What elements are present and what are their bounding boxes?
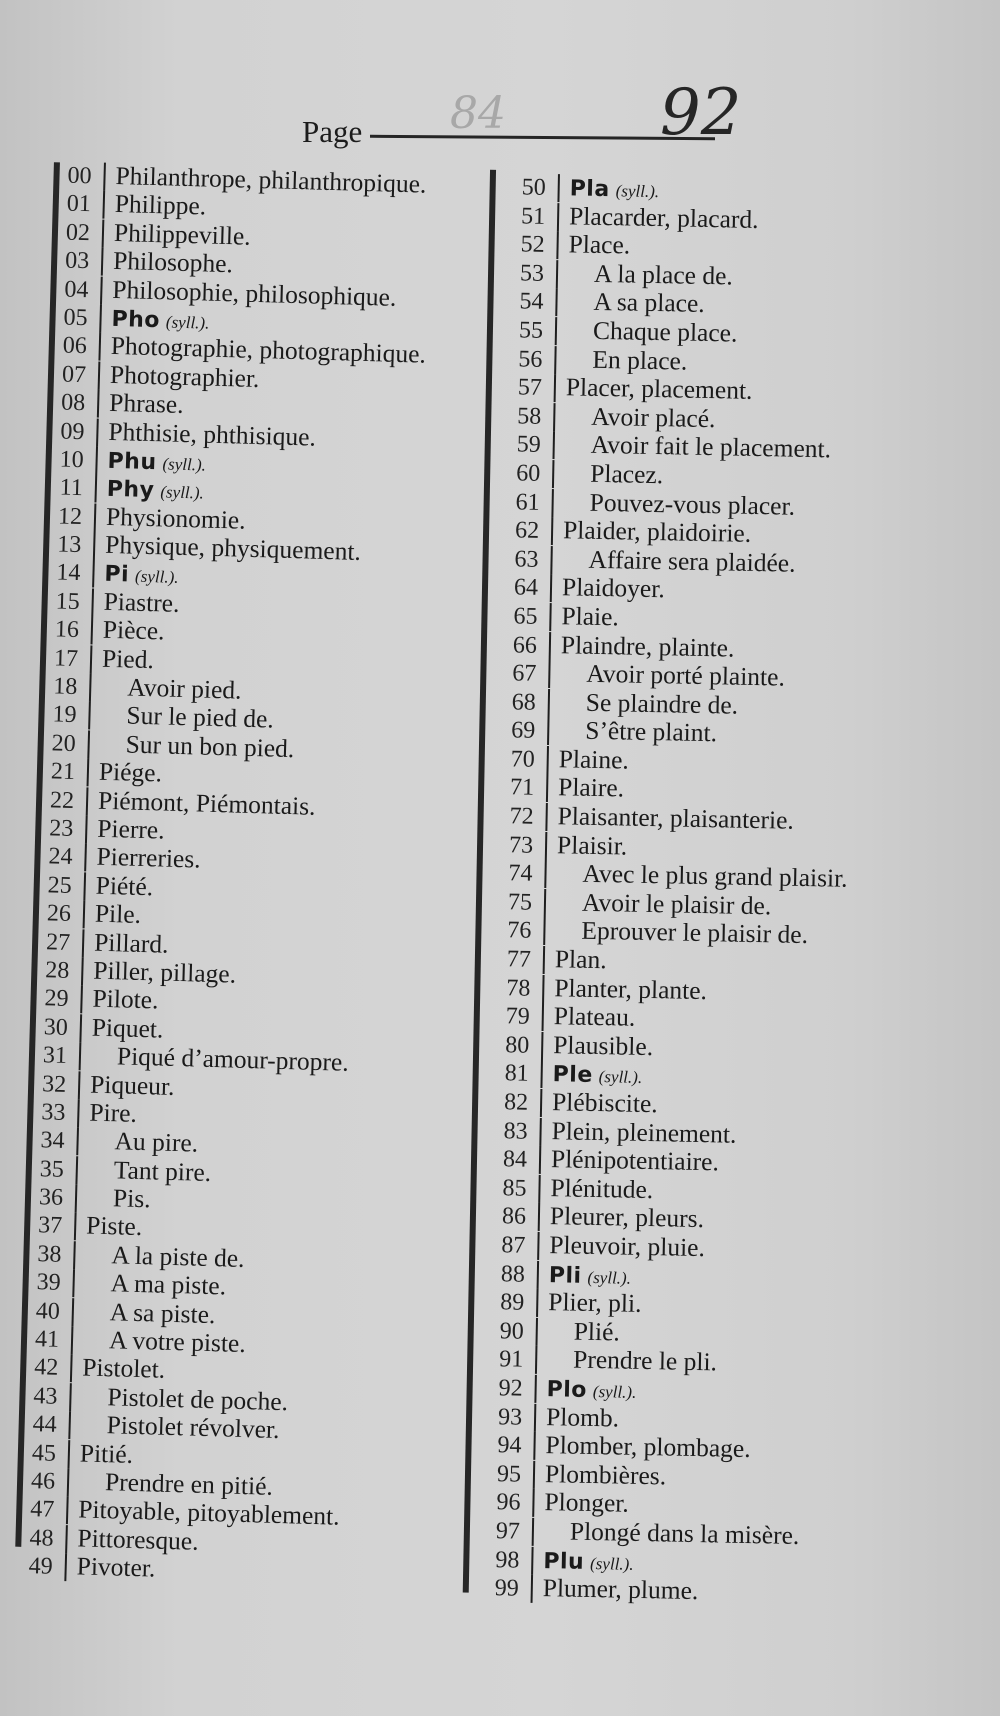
entry-number: 64 <box>492 573 553 602</box>
entry-number: 76 <box>485 916 546 945</box>
entry-number: 09 <box>38 416 99 446</box>
entry-text: Pièce. <box>102 615 165 646</box>
entry-text: Philosophie, philosophique. <box>112 274 397 312</box>
syllable-heading: Phy <box>106 477 155 504</box>
entry-text: Plaidoyer. <box>561 572 666 604</box>
entry-number: 12 <box>36 502 97 532</box>
entry-number: 35 <box>17 1154 78 1184</box>
entry-number: 16 <box>33 615 94 645</box>
entry-number: 69 <box>489 716 550 745</box>
entry-text: Pile. <box>94 898 142 930</box>
entry-number: 40 <box>13 1296 74 1326</box>
entry-text: Place. <box>568 229 631 260</box>
entry-text: En place. <box>592 344 688 376</box>
entry-text: Pittoresque. <box>77 1523 200 1556</box>
entry-number: 31 <box>21 1041 82 1071</box>
entry-number: 21 <box>29 757 90 787</box>
syllable-note: (syll.). <box>592 1381 637 1402</box>
entry-number: 17 <box>32 643 93 673</box>
entry-number: 34 <box>18 1126 79 1156</box>
entry-text: S’être plaint. <box>585 716 718 748</box>
entry-number: 99 <box>473 1574 534 1603</box>
entry-text: Plausible. <box>552 1029 654 1061</box>
entry-text: Plier, pli. <box>548 1287 642 1319</box>
entry-text: Plein, pleinement. <box>551 1115 737 1149</box>
entry-text: A ma piste. <box>110 1268 227 1301</box>
syllable-heading: Plu <box>543 1548 585 1575</box>
entry-number: 81 <box>482 1059 543 1088</box>
syllable-note: (syll.). <box>162 454 207 475</box>
entry-text: Sur le pied de. <box>126 700 275 734</box>
entry-number: 94 <box>475 1431 536 1460</box>
entry-number: 42 <box>12 1353 73 1383</box>
syllable-note: (syll.). <box>165 312 210 333</box>
syllable-note: (syll.). <box>134 567 179 588</box>
entry-number: 92 <box>476 1374 537 1403</box>
entry-number: 04 <box>42 275 103 305</box>
entry-number: 70 <box>488 745 549 774</box>
entry-number: 95 <box>475 1459 536 1488</box>
entry-number: 06 <box>40 331 101 361</box>
entry-text: Pire. <box>89 1097 138 1128</box>
entry-number: 66 <box>491 630 552 659</box>
entry-number: 71 <box>488 773 549 802</box>
entry-number: 41 <box>13 1325 74 1355</box>
entry-number: 62 <box>493 516 554 545</box>
entry-text: Philippe. <box>114 189 207 221</box>
entry-number: 11 <box>36 473 97 503</box>
entry-number: 38 <box>15 1239 76 1269</box>
entry-text: Prendre le pli. <box>572 1344 718 1377</box>
entry-number: 91 <box>477 1345 538 1374</box>
entry-number: 84 <box>481 1145 542 1174</box>
entry-number: 28 <box>23 956 84 986</box>
entry-text: Plaindre, plainte. <box>560 629 735 663</box>
entry-text: A votre piste. <box>108 1325 247 1359</box>
entry-number: 67 <box>490 659 551 688</box>
entry-text: Pierre. <box>96 813 166 845</box>
entry-number: 90 <box>477 1317 538 1346</box>
entry-number: 60 <box>494 459 555 488</box>
entry-text: Avoir fait le placement. <box>590 430 832 464</box>
entry-number: 51 <box>499 202 560 231</box>
syllable-note: (syll.). <box>587 1267 632 1288</box>
handwritten-page-number: 92 <box>660 76 742 150</box>
entry-text: Piége. <box>98 756 163 788</box>
entry-number: 63 <box>492 545 553 574</box>
entry-text: Pillard. <box>93 927 169 959</box>
entry-number: 74 <box>486 859 547 888</box>
entry-number: 77 <box>485 945 546 974</box>
entry-number: 78 <box>484 973 545 1002</box>
entry-text: Pivoter. <box>76 1551 156 1583</box>
entry-text: Physique, physiquement. <box>104 529 362 567</box>
entry-text: A sa piste. <box>109 1296 216 1329</box>
entry-text: Pleuvoir, pluie. <box>549 1230 706 1263</box>
entry-text: Se plaindre de. <box>585 687 739 720</box>
entry-number: 86 <box>480 1202 541 1231</box>
entry-text: Pis. <box>112 1183 152 1214</box>
entry-number: 18 <box>31 672 92 702</box>
entry-number: 79 <box>484 1002 545 1031</box>
entry-text: Plaisir. <box>556 829 628 861</box>
entry-text: Piqué d’amour-propre. <box>116 1041 350 1077</box>
entry-number: 93 <box>476 1402 537 1431</box>
entry-text: Plénitude. <box>550 1172 654 1204</box>
entry-number: 56 <box>496 345 557 374</box>
entry-number: 07 <box>40 360 101 390</box>
syllable-heading: Pli <box>548 1262 582 1289</box>
entry-number: 19 <box>30 700 91 730</box>
entry-text: Philanthrope, philanthropique. <box>115 160 427 199</box>
entry-text: Photographier. <box>109 359 260 393</box>
entry-text: Planter, plante. <box>554 972 708 1005</box>
entry-text: Piqueur. <box>89 1069 175 1101</box>
entry-number: 58 <box>495 402 556 431</box>
entry-text: Pistolet révolver. <box>106 1410 280 1445</box>
entry-text: Plaisanter, plaisanterie. <box>557 801 795 835</box>
entry-text: Plombières. <box>544 1458 667 1491</box>
syllable-heading: Ple <box>552 1062 593 1089</box>
entry-number: 80 <box>483 1031 544 1060</box>
entry-text: A la place de. <box>593 258 734 291</box>
entry-number: 36 <box>17 1183 78 1213</box>
entry-text: Plongé dans la misère. <box>569 1516 800 1550</box>
entry-number: 15 <box>33 587 94 617</box>
entry-text: Philippeville. <box>113 217 252 251</box>
entry-text: Plumer, plume. <box>542 1573 699 1606</box>
entry-number: 24 <box>26 842 87 872</box>
entry-text: A sa place. <box>593 287 705 319</box>
entry-text: Plaire. <box>557 772 625 803</box>
syllable-heading: Phu <box>107 448 157 476</box>
entry-number: 13 <box>35 530 96 560</box>
entry-text: Piémont, Piémontais. <box>97 785 316 821</box>
entry-number: 68 <box>490 688 551 717</box>
entry-text: Eprouver le plaisir de. <box>581 916 809 950</box>
entry-text: Pilote. <box>92 983 159 1015</box>
entry-text: Plomb. <box>545 1401 620 1433</box>
entry-number: 39 <box>14 1268 75 1298</box>
entry-text: Placer, placement. <box>565 372 753 406</box>
entry-number: 08 <box>39 388 100 418</box>
entry-text: Philosophe. <box>112 246 234 279</box>
left-column <box>6 160 500 1592</box>
entry-text: Pitié. <box>79 1438 134 1469</box>
entry-number: 96 <box>474 1488 535 1517</box>
entry-number: 75 <box>486 888 547 917</box>
entry-text: Physionomie. <box>105 501 246 535</box>
entry-text: Sur un bon pied. <box>125 729 295 763</box>
entry-text: Piastre. <box>103 586 180 618</box>
page-label: Page <box>302 114 363 149</box>
entry-number: 57 <box>496 373 557 402</box>
syllable-note: (syll.). <box>589 1553 634 1574</box>
entry-number: 50 <box>499 173 560 202</box>
entry-number: 52 <box>498 230 559 259</box>
entry-text: Piller, pillage. <box>92 955 237 989</box>
entry-number: 23 <box>27 814 88 844</box>
entry-text: Pistolet. <box>81 1352 166 1385</box>
entry-text: Placarder, placard. <box>568 200 759 234</box>
entry-text: Pierreries. <box>96 842 202 874</box>
entry-number: 59 <box>495 430 556 459</box>
syllable-heading: Pi <box>104 562 130 588</box>
entry-number: 10 <box>37 445 98 475</box>
entry-number: 05 <box>41 303 102 333</box>
entry-text: Pouvez-vous placer. <box>589 487 796 521</box>
entry-text: Plaie. <box>561 601 620 632</box>
syllable-heading: Pho <box>111 306 161 334</box>
entry-number: 61 <box>493 487 554 516</box>
syllable-note: (syll.). <box>598 1067 643 1088</box>
entry-text: Au pire. <box>114 1126 199 1158</box>
entry-text: Tant pire. <box>113 1154 212 1187</box>
entry-text: Plomber, plombage. <box>545 1430 751 1464</box>
entry-number: 55 <box>497 316 558 345</box>
page-header <box>300 76 742 158</box>
entry-text: Plonger. <box>544 1487 630 1519</box>
entry-text: Plébiscite. <box>551 1087 658 1119</box>
syllable-heading: Pla <box>569 176 610 203</box>
entry-number: 14 <box>34 558 95 588</box>
entry-text: Piété. <box>95 870 154 902</box>
entry-number: 48 <box>7 1523 68 1553</box>
entry-number: 20 <box>29 729 90 759</box>
handwritten-old-page-number: 84 <box>450 88 506 139</box>
entry-text: Pitoyable, pitoyablement. <box>77 1494 340 1532</box>
entry-number: 65 <box>491 602 552 631</box>
entry-text: Avoir porté plainte. <box>586 658 786 692</box>
syllable-note: (syll.). <box>160 482 205 503</box>
entry-number: 44 <box>10 1410 71 1440</box>
syllable-heading: Plo <box>546 1377 588 1403</box>
entry-text: Pied. <box>101 643 155 674</box>
entry-text: Plan. <box>554 944 607 975</box>
entry-number: 32 <box>20 1069 81 1099</box>
entry-number: 87 <box>479 1231 540 1260</box>
entry-text: Avoir pied. <box>126 672 242 705</box>
entry-number: 01 <box>44 189 105 219</box>
entry-number: 37 <box>16 1211 77 1241</box>
entry-number: 98 <box>473 1545 534 1574</box>
entry-number: 72 <box>487 802 548 831</box>
entry-text: Avec le plus grand plaisir. <box>582 858 848 894</box>
right-column <box>473 172 955 1610</box>
entry-number: 97 <box>474 1517 535 1546</box>
entry-text: Piste. <box>85 1210 143 1242</box>
entry-text: Affaire sera plaidée. <box>588 544 796 578</box>
syllable-note: (syll.). <box>615 181 660 202</box>
entry-number: 53 <box>498 259 559 288</box>
entry-number: 73 <box>487 831 548 860</box>
entry-text: Photographie, photographique. <box>110 331 427 370</box>
entry-text: Piquet. <box>91 1012 164 1044</box>
entry-number: 89 <box>478 1288 539 1317</box>
entry-text: Plié. <box>573 1316 621 1347</box>
entry-text: Plateau. <box>553 1001 636 1032</box>
entry-number: 49 <box>6 1552 67 1582</box>
entry-number: 85 <box>480 1174 541 1203</box>
entry-number: 43 <box>11 1381 72 1411</box>
entry-number: 00 <box>45 161 106 191</box>
entry-number: 82 <box>482 1088 543 1117</box>
entry-number: 88 <box>479 1259 540 1288</box>
entry-text: Plénipotentiaire. <box>550 1144 720 1177</box>
entry-text: Phrase. <box>108 387 184 420</box>
entry-text: Pleurer, pleurs. <box>549 1201 705 1234</box>
entry-text: Phthisie, phthisique. <box>108 416 317 452</box>
entry-text: Pistolet de poche. <box>107 1382 289 1417</box>
entry-number: 47 <box>8 1495 69 1525</box>
entry-number: 83 <box>481 1116 542 1145</box>
entry-number: 46 <box>9 1466 70 1496</box>
entry-number: 54 <box>497 287 558 316</box>
entry-text: Chaque place. <box>592 315 738 348</box>
entry-number: 03 <box>43 246 104 276</box>
entry-text: Placez. <box>589 458 664 490</box>
entry-text: Avoir le plaisir de. <box>581 887 772 921</box>
entry-number: 26 <box>25 899 86 929</box>
entry-number: 02 <box>44 218 105 248</box>
entry-text: A la piste de. <box>111 1240 245 1273</box>
entry-number: 30 <box>21 1012 82 1042</box>
entry-text: Prendre en pitié. <box>104 1467 274 1501</box>
entry-text: Plaine. <box>558 744 630 775</box>
entry-text: Plaider, plaidoirie. <box>562 515 752 549</box>
entry-number: 27 <box>24 927 85 957</box>
entry-number: 29 <box>22 984 83 1014</box>
entry-number: 45 <box>10 1438 71 1468</box>
entry-number: 33 <box>19 1098 80 1128</box>
entry-number: 25 <box>25 870 86 900</box>
entry-text: Avoir placé. <box>591 401 716 433</box>
entry-number: 22 <box>28 785 89 815</box>
